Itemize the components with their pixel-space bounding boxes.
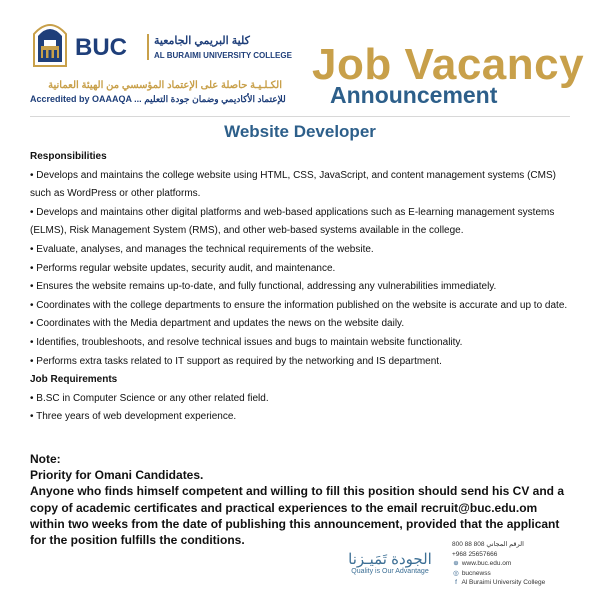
social-handle[interactable]: ◎ bucnewss <box>453 569 491 577</box>
social-icon: ◎ <box>453 569 459 577</box>
footer <box>344 538 584 594</box>
quality-slogan-english: Quality is Our Advantage <box>351 568 429 575</box>
logo-divider <box>147 34 149 60</box>
globe-icon: ⊕ <box>453 560 459 568</box>
header-divider <box>30 116 570 117</box>
toll-free-number: 800 88 808 الرقم المجاني <box>452 541 524 548</box>
list-item: • Coordinates with the college departments to ensure the information published on the website is accurate and up to date. <box>30 299 568 311</box>
page-title: Job Vacancy <box>312 40 585 89</box>
priority-text: Priority for Omani Candidates. <box>30 468 204 483</box>
note-label: Note: <box>30 452 61 466</box>
note-section <box>30 451 575 548</box>
college-name-english: AL BURAIMI UNIVERSITY COLLEGE <box>154 51 292 60</box>
list-item: • Three years of web development experience. <box>30 411 237 423</box>
logo-abbreviation: BUC <box>75 34 127 61</box>
facebook-link[interactable]: f Al Buraimi University College <box>452 578 545 588</box>
list-item: • Identifies, troubleshoots, and resolve technical issues and bugs to maintain website functionality. <box>30 336 463 348</box>
requirements-heading: Job Requirements <box>30 374 118 386</box>
list-item: • Develops and maintains other digital platforms and web-based applications such as E-learning management systems (ELMS), Risk Management System (RMS), and other web-based systems available in the college. <box>30 206 555 237</box>
quality-slogan-arabic: الجودة تَمَيـزنا <box>348 551 432 568</box>
website-link[interactable]: ⊕ www.buc.edu.om <box>453 560 512 568</box>
list-item: • Performs regular website updates, security audit, and maintenance. <box>30 262 336 274</box>
list-item: • Develops and maintains the college website using HTML, CSS, JavaScript, and content management systems (CMS) such as WordPress or other platforms. <box>30 169 556 200</box>
list-item: • B.SC in Computer Science or any other related field. <box>30 392 269 404</box>
crest-icon <box>30 14 70 70</box>
college-logo <box>30 14 292 74</box>
phone-number: +968 25657666 <box>452 550 498 558</box>
list-item: • Ensures the website remains up-to-date, and fully functional, addressing any vulnerabilities immediately. <box>30 281 497 293</box>
college-name-arabic: كلية البريمي الجامعية <box>154 35 250 47</box>
list-item: • Performs extra tasks related to IT support as required by the networking and IS department. <box>30 355 442 367</box>
accreditation-english: Accredited by OAAAQA ... للإعتماد الأكاديمي وضمان جودة التعليم <box>30 94 286 104</box>
responsibilities-heading: Responsibilities <box>30 151 107 162</box>
job-description <box>30 148 572 427</box>
application-instructions: Anyone who finds himself competent and willing to fill this position should send his CV and a copy of academic certificates and practical experiences to the email recruit@buc.edu.om within two weeks from the date of publishing this announcement, provided that the applicant for the position fulfills the conditions. <box>30 484 565 548</box>
contact-info <box>452 540 545 588</box>
accreditation-arabic: الكـلـيـة حاصلة على الإعتماد المؤسسي من الهيئة العمانية <box>48 80 282 91</box>
position-title: Website Developer <box>224 122 376 141</box>
list-item: • Coordinates with the Media department and updates the news on the website daily. <box>30 318 405 330</box>
list-item: • Evaluate, analyses, and manages the technical requirements of the website. <box>30 243 374 255</box>
page-subtitle: Announcement <box>330 82 498 108</box>
facebook-icon: f <box>455 579 457 587</box>
